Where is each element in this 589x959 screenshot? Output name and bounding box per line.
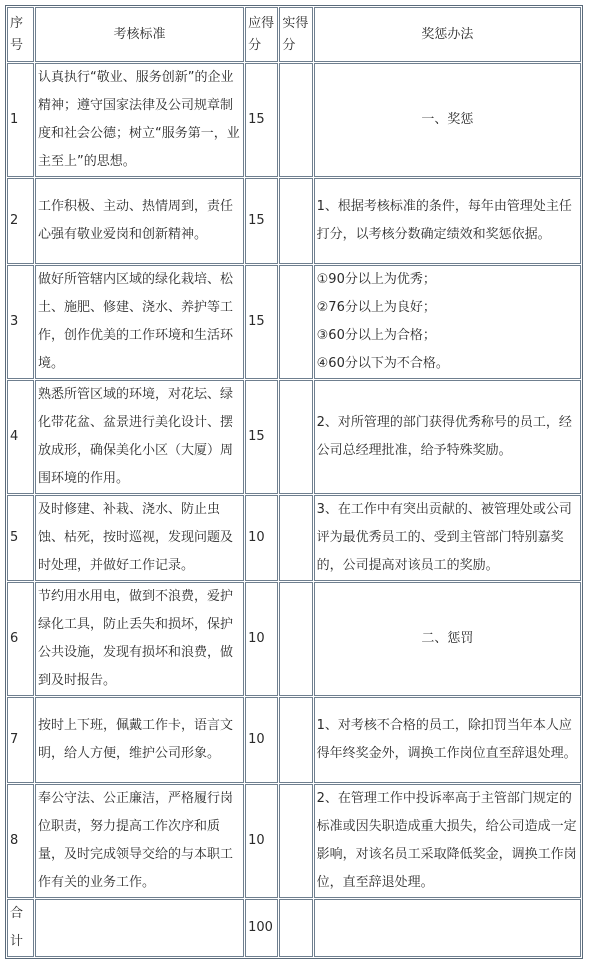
row-no: 1 (7, 63, 34, 177)
row-reward: 二、惩罚 (314, 582, 581, 696)
total-standard (35, 899, 244, 957)
row-standard: 节约用水用电，做到不浪费，爱护绿化工具，防止丢失和损坏，保护公共设施，发现有损坏和浪费，做到及时报告。 (35, 582, 244, 696)
table-row (7, 784, 581, 898)
row-actual-score (279, 63, 312, 177)
row-actual-score (279, 178, 312, 264)
row-score: 15 (245, 178, 278, 264)
header-reward: 奖惩办法 (314, 7, 581, 62)
total-reward (314, 899, 581, 957)
row-standard: 奉公守法、公正廉洁，严格履行岗位职责，努力提高工作次序和质量，及时完成领导交给的与本职工作有关的业务工作。 (35, 784, 244, 898)
row-no: 3 (7, 265, 34, 379)
grade-line: ①90分以上为优秀； (316, 272, 436, 287)
total-label: 合计 (7, 899, 34, 957)
assessment-table (5, 5, 583, 959)
row-reward: 一、奖惩 (314, 63, 581, 177)
row-score: 15 (245, 63, 278, 177)
row-reward: 2、对所管理的部门获得优秀称号的员工，经公司总经理批准，给予特殊奖励。 (314, 380, 581, 494)
row-standard: 及时修建、补栽、浇水、防止虫蚀、枯死，按时巡视，发现问题及时处理，并做好工作记录。 (35, 495, 244, 581)
row-actual-score (279, 380, 312, 494)
row-no: 2 (7, 178, 34, 264)
row-reward: 2、在管理工作中投诉率高于主管部门规定的标准或因失职造成重大损失，给公司造成一定影响，对该名员工采取降低奖金，调换工作岗位，直至辞退处理。 (314, 784, 581, 898)
row-actual-score (279, 495, 312, 581)
header-row (7, 7, 581, 62)
row-standard: 按时上下班，佩戴工作卡，语言文明，给人方便，维护公司形象。 (35, 697, 244, 783)
row-no: 4 (7, 380, 34, 494)
table-row (7, 380, 581, 494)
row-actual-score (279, 582, 312, 696)
row-actual-score (279, 784, 312, 898)
grade-line: ③60分以上为合格； (316, 328, 436, 343)
row-reward: 1、根据考核标准的条件，每年由管理处主任打分，以考核分数确定绩效和奖惩依据。 (314, 178, 581, 264)
row-no: 5 (7, 495, 34, 581)
row-actual-score (279, 697, 312, 783)
table-row (7, 582, 581, 696)
grade-line: ④60分以下为不合格。 (316, 356, 449, 371)
row-reward (314, 265, 581, 379)
header-full-score: 应得分 (245, 7, 278, 62)
row-standard: 做好所管辖内区域的绿化栽培、松土、施肥、修建、浇水、养护等工作，创作优美的工作环境和生活环境。 (35, 265, 244, 379)
row-no: 7 (7, 697, 34, 783)
grade-line: ②76分以上为良好； (316, 300, 436, 315)
row-standard: 工作积极、主动、热情周到，责任心强有敬业爱岗和创新精神。 (35, 178, 244, 264)
row-score: 15 (245, 265, 278, 379)
row-score: 10 (245, 495, 278, 581)
row-actual-score (279, 265, 312, 379)
row-no: 6 (7, 582, 34, 696)
table-row (7, 265, 581, 379)
row-no: 8 (7, 784, 34, 898)
table-row (7, 63, 581, 177)
total-actual-score (279, 899, 312, 957)
row-reward: 3、在工作中有突出贡献的、被管理处或公司评为最优秀员工的、受到主管部门特别嘉奖的，公司提高对该员工的奖励。 (314, 495, 581, 581)
row-standard: 认真执行“敬业、服务创新”的企业精神；遵守国家法律及公司规章制度和社会公德；树立“服务第一，业主至上”的思想。 (35, 63, 244, 177)
row-standard: 熟悉所管区域的环境，对花坛、绿化带花盆、盆景进行美化设计、摆放成形，确保美化小区（大厦）周围环境的作用。 (35, 380, 244, 494)
total-score: 100 (245, 899, 278, 957)
header-actual-score: 实得分 (279, 7, 312, 62)
row-reward: 1、对考核不合格的员工，除扣罚当年本人应得年终奖金外，调换工作岗位直至辞退处理。 (314, 697, 581, 783)
row-score: 15 (245, 380, 278, 494)
row-score: 10 (245, 582, 278, 696)
header-standard: 考核标准 (35, 7, 244, 62)
header-no: 序号 (7, 7, 34, 62)
row-score: 10 (245, 697, 278, 783)
row-score: 10 (245, 784, 278, 898)
table-row (7, 697, 581, 783)
table-row (7, 178, 581, 264)
table-row (7, 495, 581, 581)
total-row (7, 899, 581, 957)
